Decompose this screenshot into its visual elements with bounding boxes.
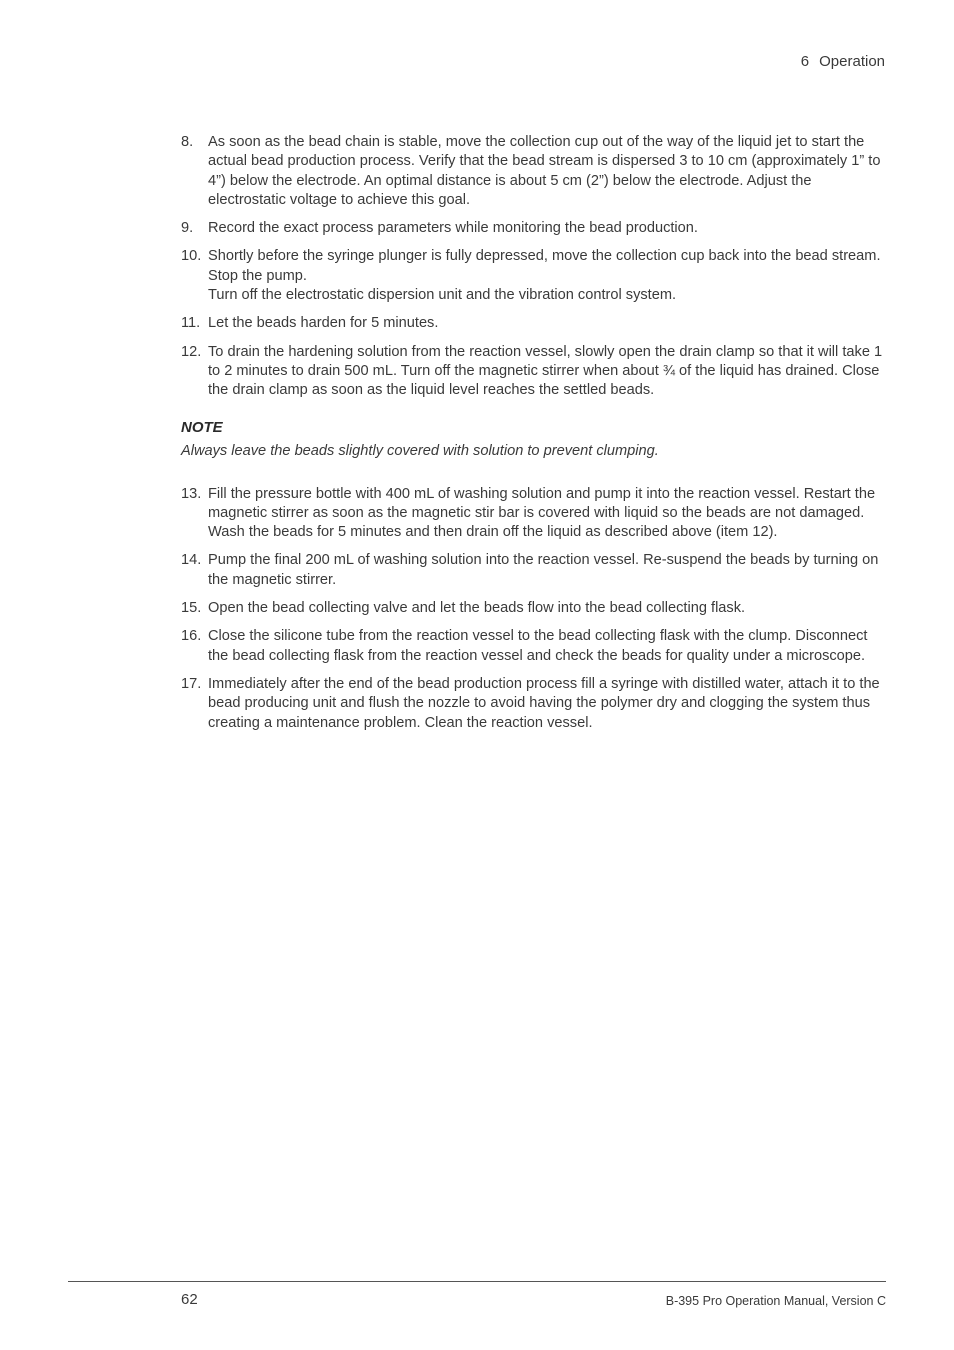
procedure-step <box>181 314 886 333</box>
step-number: 16. <box>181 628 202 645</box>
step-text: Record the exact process parameters while monitoring the bead production. <box>208 220 698 237</box>
procedure-step <box>181 675 886 733</box>
step-number: 17. <box>181 675 202 692</box>
step-text-continuation: Turn off the electrostatic dispersion unit and the vibration control system. <box>208 287 677 304</box>
note-block <box>181 418 886 461</box>
step-text: Open the bead collecting valve and let the beads flow into the bead collecting flask. <box>208 600 746 617</box>
note-text: Always leave the beads slightly covered with solution to prevent clumping. <box>181 442 659 459</box>
step-number: 10. <box>181 248 202 265</box>
step-text: Immediately after the end of the bead production process fill a syringe with distilled water, attach it to the bead producing unit and flush the nozzle to avoid having the polymer dry and clogging the system thus creating a maintenance problem. Clean the reaction vessel. <box>208 675 880 731</box>
step-text: Let the beads harden for 5 minutes. <box>208 315 439 332</box>
step-text: Fill the pressure bottle with 400 mL of washing solution and pump it into the reaction vessel. Restart the magnetic stirrer as soon as the magnetic stir bar is covered with liquid so the beads are not damaged. Wash the beads for 5 minutes and then drain off the liquid as described above (item 12). <box>208 485 876 541</box>
procedure-steps-part-2 <box>181 485 886 733</box>
step-number: 9. <box>181 220 194 237</box>
procedure-step <box>181 627 886 666</box>
step-number: 13. <box>181 485 202 502</box>
procedure-step <box>181 219 886 238</box>
procedure-step <box>181 485 886 543</box>
chapter-number: 6 <box>800 53 810 70</box>
step-number: 15. <box>181 600 202 617</box>
footer-divider <box>68 1281 886 1282</box>
note-title: NOTE <box>181 418 223 436</box>
step-text: As soon as the bead chain is stable, move the collection cup out of the way of the liquid jet to start the actual bead production process. Verify that the bead stream is dispersed 3 to 10 cm (approximately 1” to 4”) below the electrode. An optimal distance is about 5 cm (2”) below the electrode. Adjust the electrostatic voltage to achieve this goal. <box>208 134 881 208</box>
step-text: Pump the final 200 mL of washing solution into the reaction vessel. Re-suspend the beads by turning on the magnetic stirrer. <box>208 552 879 588</box>
step-text: Shortly before the syringe plunger is fully depressed, move the collection cup back into the bead stream. Stop the pump. <box>208 248 881 284</box>
manual-title: B-395 Pro Operation Manual, Version C <box>665 1294 886 1308</box>
chapter-title: Operation <box>819 53 885 70</box>
step-text: To drain the hardening solution from the reaction vessel, slowly open the drain clamp so that it will take 1 to 2 minutes to drain 500 mL. Turn off the magnetic stirrer when about ¾ of the liquid has drained. Close the drain clamp as soon as the liquid level reaches the settled beads. <box>208 343 883 399</box>
step-number: 12. <box>181 343 202 360</box>
procedure-step <box>181 599 886 618</box>
page-content <box>181 133 886 742</box>
step-number: 14. <box>181 552 202 569</box>
procedure-step <box>181 343 886 401</box>
step-number: 11. <box>181 315 201 332</box>
running-header <box>801 53 885 70</box>
page-number: 62 <box>181 1291 198 1308</box>
step-number: 8. <box>181 134 194 150</box>
procedure-step <box>181 133 886 210</box>
step-text: Close the silicone tube from the reaction vessel to the bead collecting flask with the clump. Disconnect the bead collecting flask from the reaction vessel and check the beads for quality under a microscope. <box>208 628 868 664</box>
procedure-step <box>181 247 886 305</box>
procedure-step <box>181 551 886 590</box>
procedure-steps-part-1 <box>181 133 886 401</box>
